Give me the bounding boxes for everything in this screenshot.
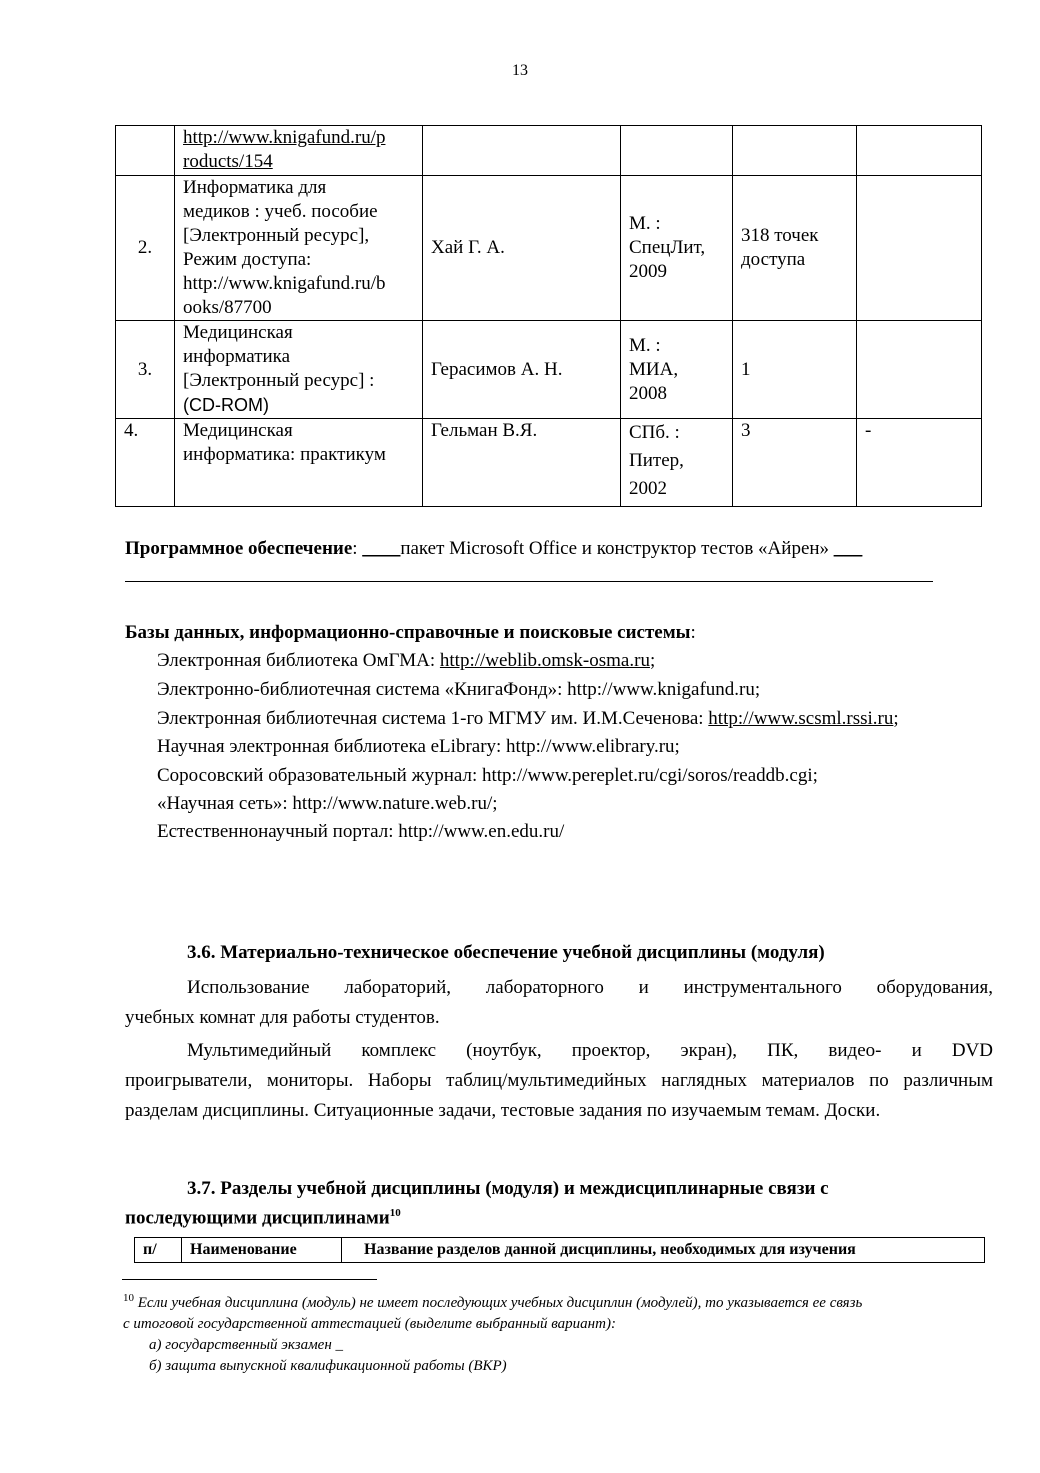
- book-author: Гельман В.Я.: [423, 419, 621, 507]
- software-blank: ___: [833, 538, 863, 559]
- knigafund-link[interactable]: roducts/154: [183, 151, 273, 172]
- column-header: п/: [135, 1238, 182, 1263]
- software-line: Программное обеспечение: ____пакет Microsoft Office и конструктор тестов «Айрен» ___: [125, 538, 863, 559]
- software-label: Программное обеспечение: [125, 538, 353, 559]
- table-header-row: [135, 1238, 985, 1263]
- book-cafedra: [857, 321, 982, 419]
- software-blank: ____: [362, 538, 401, 559]
- book-title: Информатика для медиков : учеб. пособие [Электронный ресурс], Режим доступа: http://www.knigafund.ru/b ooks/87700: [175, 176, 423, 321]
- footnote-separator: [122, 1279, 377, 1280]
- book-cafedra: [857, 176, 982, 321]
- knigafund-link[interactable]: http://www.knigafund.ru/p: [183, 127, 386, 148]
- book-author: Герасимов А. Н.: [423, 321, 621, 419]
- list-item: Соросовский образовательный журнал: http://www.pereplet.ru/cgi/soros/readdb.cgi;: [157, 765, 818, 786]
- footnote-option-a: а) государственный экзамен _: [149, 1337, 344, 1353]
- footnote-ref[interactable]: 10: [389, 1207, 401, 1219]
- table-row: [116, 321, 982, 419]
- section-3-7-heading-line2: последующими дисциплинами$^{10}$: [125, 1207, 401, 1229]
- book-title: Медицинская информатика [Электронный ресурс] : (CD-ROM): [175, 321, 423, 419]
- book-copies: 318 точек доступа: [733, 176, 857, 321]
- software-text: пакет Microsoft Office и конструктор тестов «Айрен»: [400, 538, 830, 559]
- book-title: Медицинская информатика: практикум: [175, 419, 423, 507]
- book-author: [423, 126, 621, 176]
- row-number: 4.: [116, 419, 175, 507]
- page-number: 13: [512, 62, 528, 79]
- disciplines-table: [134, 1237, 985, 1263]
- table-row: [116, 176, 982, 321]
- book-author: Хай Г. А.: [423, 176, 621, 321]
- book-publisher: М. : МИА, 2008: [621, 321, 733, 419]
- book-copies: 1: [733, 321, 857, 419]
- footnote-number: 10: [123, 1292, 134, 1304]
- scsml-link[interactable]: http://www.scsml.rssi.ru: [708, 708, 894, 729]
- book-copies: 3: [733, 419, 857, 507]
- row-number: [116, 126, 175, 176]
- omgma-link[interactable]: http://weblib.omsk-osma.ru: [439, 650, 650, 671]
- list-item: Естественнонаучный портал: http://www.en.edu.ru/: [157, 821, 565, 842]
- book-publisher: М. : СпецЛит, 2009: [621, 176, 733, 321]
- list-item: Научная электронная библиотека eLibrary: http://www.elibrary.ru;: [157, 736, 680, 757]
- book-publisher: [621, 126, 733, 176]
- footnote-option-b: б) защита выпускной квалификационной работы (ВКР): [149, 1358, 507, 1374]
- section-3-7-heading-line1: 3.7. Разделы учебной дисциплины (модуля) и междисциплинарные связи с: [187, 1178, 829, 1199]
- list-item: Электронно-библиотечная система «КнигаФонд»: http://www.knigafund.ru;: [157, 679, 761, 700]
- book-title: [175, 126, 423, 176]
- book-cafedra: -: [857, 419, 982, 507]
- underline-rule: [125, 581, 933, 582]
- footnote: $^{10}$ Если учебная дисциплина (модуль) не имеет последующих учебных дисциплин (модулей), то указывается ее связь с итоговой государственной аттестацией (выделите выбранный вариант): а) государственный экзамен _ б) защита выпускной квалификационной работы (ВКР): [123, 1292, 863, 1374]
- list-item: Электронная библиотечная система 1-го МГМУ им. И.М.Сеченова: http://www.scsml.rssi.ru;: [157, 708, 899, 729]
- column-header: Название разделов данной дисциплины, необходимых для изучения: [342, 1238, 985, 1263]
- row-number: 3.: [116, 321, 175, 419]
- book-cafedra: [857, 126, 982, 176]
- list-item: «Научная сеть»: http://www.nature.web.ru/;: [157, 793, 498, 814]
- book-copies: [733, 126, 857, 176]
- literature-table: [115, 125, 982, 507]
- section-3-6-paragraph-2: Мультимедийный комплекс (ноутбук, проектор, экран), ПК, видео- и DVD проигрыватели, мониторы. Наборы таблиц/мультимедийных наглядных материалов по различным разделам дисциплины. Ситуационные задачи, тестовые задания по изучаемым темам. Доски.: [125, 1040, 993, 1121]
- row-number: 2.: [116, 176, 175, 321]
- section-3-6-paragraph-1: Использование лабораторий, лабораторного и инструментального оборудования, учебных комнат для работы студентов.: [125, 977, 993, 1028]
- column-header: Наименование: [182, 1238, 342, 1263]
- section-3-6-heading: 3.6. Материально-техническое обеспечение учебной дисциплины (модуля): [187, 942, 825, 963]
- book-publisher: СПб. : Питер, 2002: [621, 419, 733, 507]
- list-item: Электронная библиотека ОмГМА: http://weblib.omsk-osma.ru;: [157, 650, 656, 671]
- table-row: [116, 419, 982, 507]
- databases-heading: Базы данных, информационно-справочные и поисковые системы:: [125, 622, 696, 643]
- table-row: [116, 126, 982, 176]
